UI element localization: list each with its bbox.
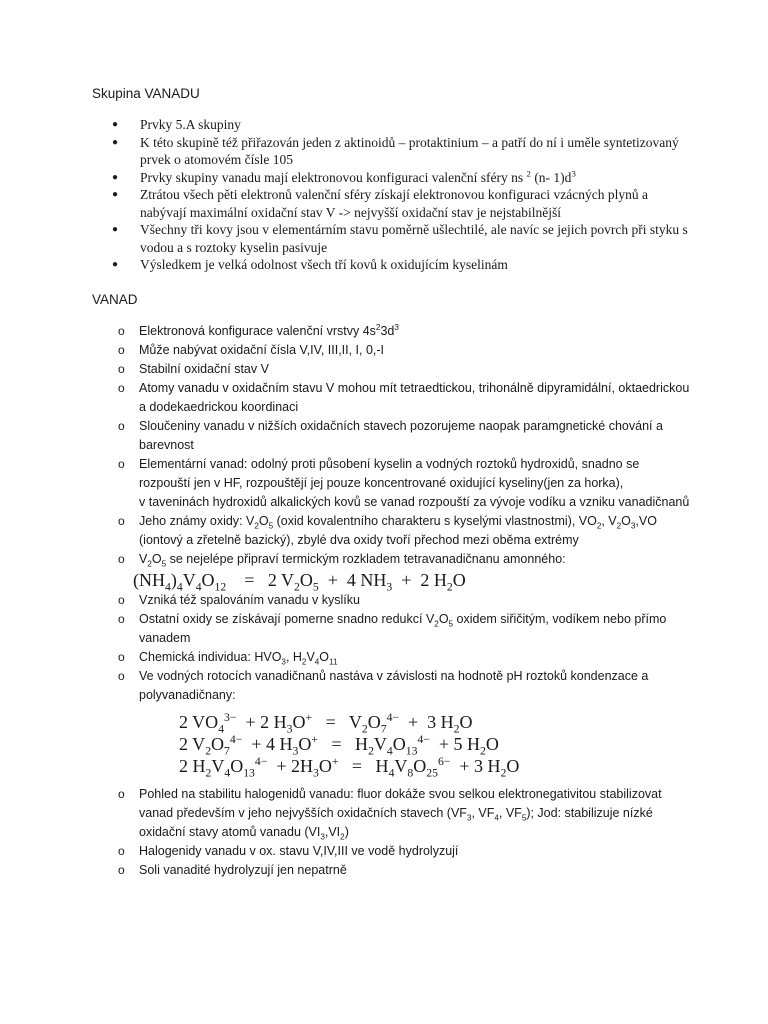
list-item: o Atomy vanadu v oxidačním stavu V mohou mít tetraedtickou, trihonálně dipyramidální, oktaedrickou a dodekaedrickou koordinaci <box>92 379 692 417</box>
list-item: ● Prvky skupiny vanadu mají elektronovou konfiguraci valenční sféry ns $^2$ (n- $1)d^3$ <box>92 169 692 187</box>
list-item: o Elementární vanad: odolný proti působení kyselin a vodných roztoků hydroxidů, snadno se rozpouští jen v HF, rozpouštějí jej pouze koncentrované oxidující kyseliny(jen za horka), v taveninách hydroxidů alkalických kovů se vanad rozpouští za vývoje vodíku a vzniku vanadičnanů <box>92 455 692 512</box>
equation-block-polyvanadates <box>179 711 692 781</box>
list-item: o Halogenidy vanadu v ox. stavu V,IV,III ve vodě hydrolyzují <box>92 842 692 861</box>
equation-3: 2 $H_2V_4O_{13}^{4-} + 2H_3O^+ = H_4V_8O_{25}^{6-} + 3$ $H_2O$ <box>179 755 520 780</box>
list-item: o Pohled na stabilitu halogenidů vanadu: fluor dokáže svou selkou elektronegativitou stabilizovat vanad především v jeho nejvyšších oxidačních stavech ($VF_3$, $VF_4$, $VF_5$); Jod: stabilizuje nízké oxidační stavy atomů vanadu $(VI_3,VI_2)$ <box>92 785 692 842</box>
list-item: o Ostatní oxidy se získávají pomerne snadno redukcí $V_2O_5$ oxidem siřičitým, vodíkem nebo přímo vanadem <box>92 610 692 648</box>
equation-1: 2 $VO_4^{3-} + 2$ $H_3O^+ = V_2O_7^{4-} + 3$ $H_2O$ <box>179 711 473 736</box>
list-item: o Může nabývat oxidační čísla V,IV, III,II, I, 0,-I <box>92 341 692 360</box>
list-item: o Stabilní oxidační stav V <box>92 360 692 379</box>
equation-decomposition: $(NH_4)_4V_4O_{12}$ = 2 $V_2O_5 + 4$ $NH_3 + 2$ $H_2O$ <box>133 570 466 594</box>
list-item: o Elektronová konfigurace valenční vrstvy $4s^23d^3$ <box>92 322 692 341</box>
list-item: ● Všechny tři kovy jsou v elementárním stavu poměrně ušlechtilé, ale navíc se jejich povrch při styku s vodou a s roztoky kyselin pasivuje <box>92 221 692 256</box>
vanad-list <box>92 322 692 880</box>
list-item: o Jeho známy oxidy: $V_2O_5$ (oxid kovalentního charakteru s kyselými vlastnostmi), $VO_2$, $V_2O_3,VO$ (iontový a zřetelně bazický), zbylé dva oxidy tvoří přechod mezi oběma extrémy <box>92 512 692 550</box>
equation-2: 2 $V_2O_7^{4-} + 4$ $H_3O^+ = H_2V_4O_{13}^{4-} + 5$ $H_2O$ <box>179 733 499 758</box>
list-item: o Ve vodných rotocích vanadičnanů nastáva v závislosti na hodnotě pH roztoků kondenzace a polyvanadičnany: 2 $VO_4^{3-} + 2$ $H_3O^+ = V_2O_7^{4-} + 3$ $H_2O$ 2 $V_2O_7^{4-} + 4$ $H_3O^+ = H_2V_4O_{13}^{4-} + 5$ $H_2O$ 2 $H_2V_4O_{13}^{4-} + 2H_3O^+ = H_4V_8O_{25}^{6-} + 3$ $H_2O$ <box>92 667 692 781</box>
group-bullet-list <box>92 116 692 274</box>
list-item: ● Ztrátou všech pěti elektronů valenční sféry získají elektronovou konfiguraci vzácných plynů a nabývají maximální oxidační stav V -> nejvyšší oxidační stav je nejstabilnější <box>92 186 692 221</box>
list-item: ● Výsledkem je velká odolnost všech tří kovů k oxidujícím kyselinám <box>92 256 692 274</box>
section-heading: VANAD <box>92 292 138 307</box>
list-item: o Soli vanadité hydrolyzují jen nepatrně <box>92 861 692 880</box>
list-item: o Sloučeniny vanadu v nižších oxidačních stavech pozorujeme naopak paramgnetické chování a barevnost <box>92 417 692 455</box>
list-item: o Chemická individua: $HVO_3$, $H_2V_4O_{11}$ <box>92 648 692 667</box>
list-item: o Vzniká též spalováním vanadu v kyslíku <box>92 591 692 610</box>
list-item: ● Prvky 5.A skupiny <box>92 116 692 134</box>
list-item: ● K této skupině též přiřazován jeden z aktinoidů – protaktinium – a patří do ní i uměle syntetizovaný prvek o atomovém čísle 105 <box>92 134 692 169</box>
list-item: o $V_2O_5$ se nejelépe připraví termickým rozkladem tetravanadičnanu amonného: $(NH_4)_4V_4O_{12}$ = 2 $V_2O_5 + 4$ $NH_3 + 2$ $H_2O$ <box>92 550 692 591</box>
page-title: Skupina VANADU <box>92 86 200 101</box>
